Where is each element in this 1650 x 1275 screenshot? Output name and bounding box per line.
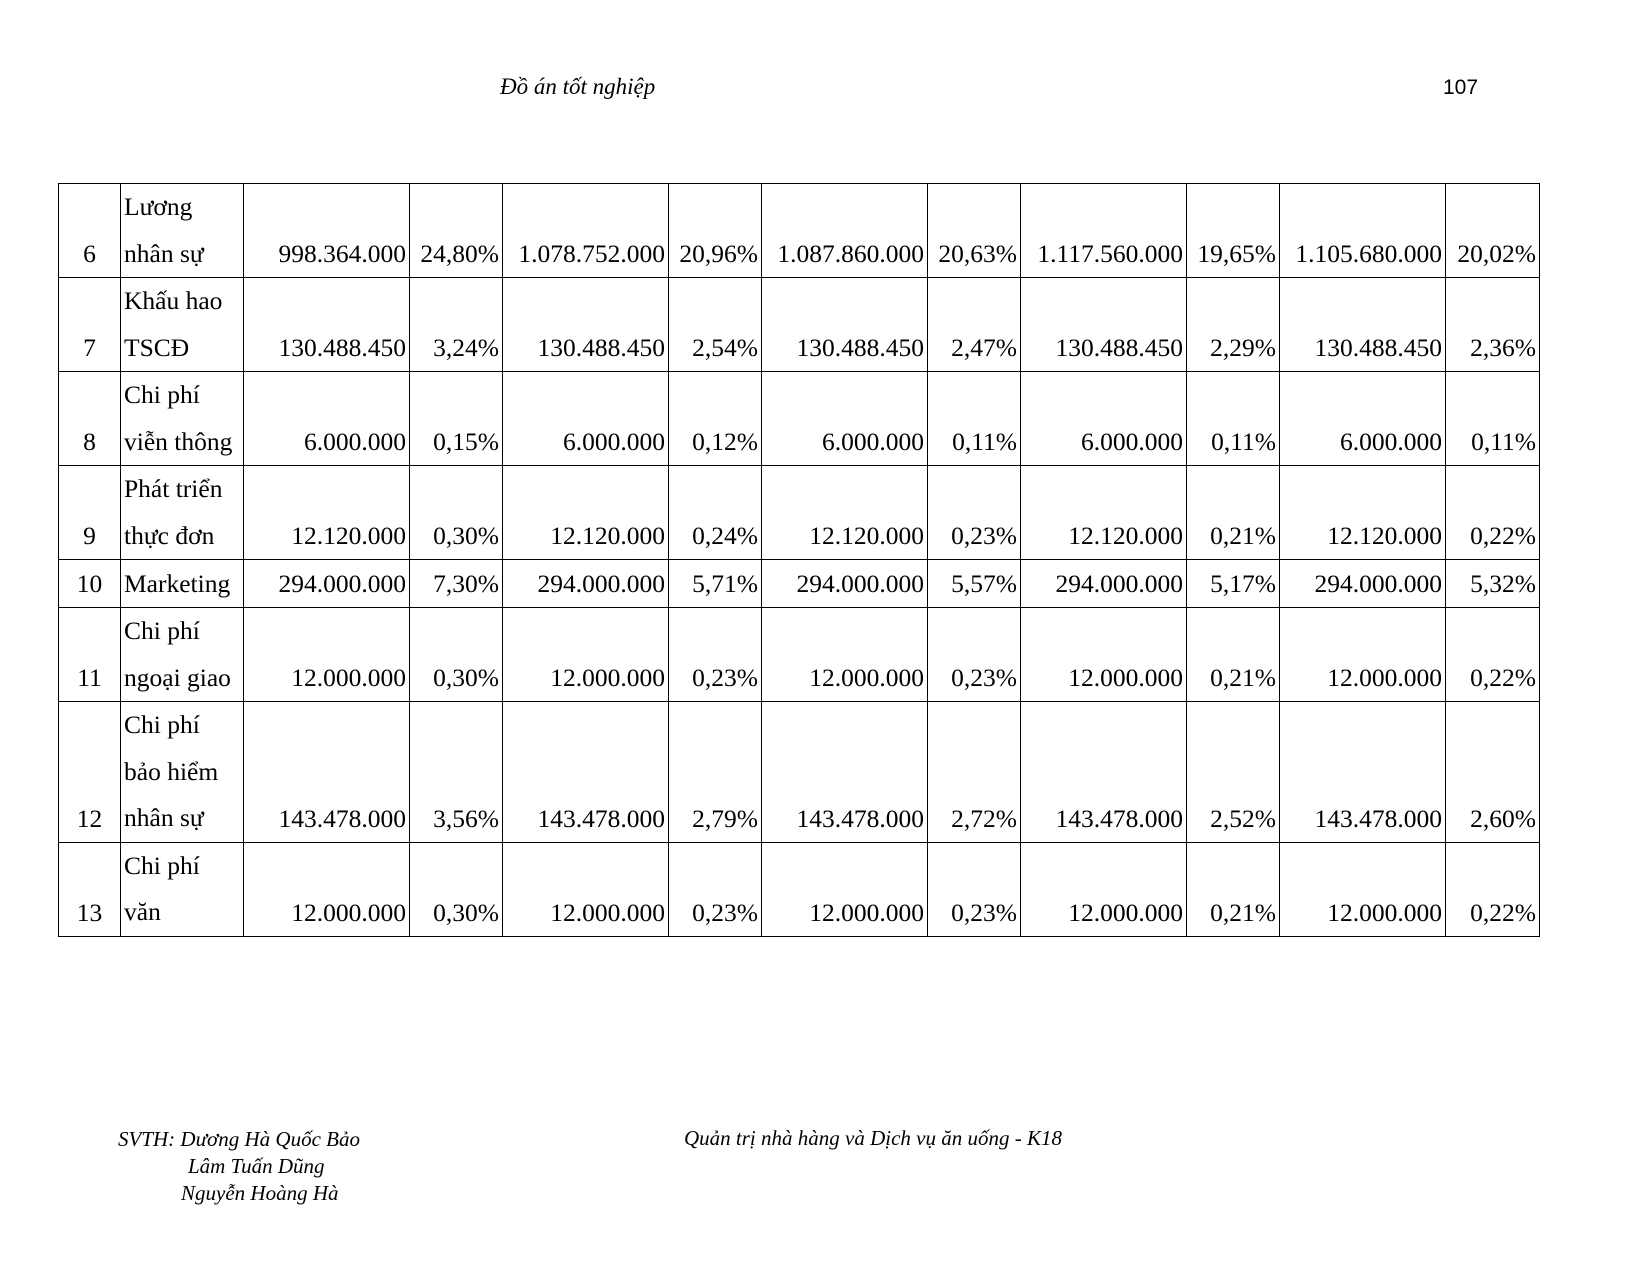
year-5-percent: 0,11%	[1446, 372, 1540, 466]
year-3-percent: 0,23%	[928, 842, 1021, 936]
footer-course: Quản trị nhà hàng và Dịch vụ ăn uống - K18	[684, 1126, 1062, 1150]
year-1-amount: 12.120.000	[244, 466, 410, 560]
year-2-amount: 130.488.450	[503, 278, 669, 372]
year-5-percent: 0,22%	[1446, 466, 1540, 560]
year-1-percent: 3,56%	[410, 702, 503, 843]
year-5-percent: 2,60%	[1446, 702, 1540, 843]
row-number: 9	[59, 466, 121, 560]
year-4-percent: 19,65%	[1187, 184, 1280, 278]
year-3-percent: 2,72%	[928, 702, 1021, 843]
year-5-amount: 12.000.000	[1280, 608, 1446, 702]
year-4-percent: 0,21%	[1187, 608, 1280, 702]
cost-item-name: Chi phí văn	[121, 842, 244, 936]
year-3-amount: 6.000.000	[762, 372, 928, 466]
year-1-percent: 24,80%	[410, 184, 503, 278]
cost-item-name: Phát triển thực đơn	[121, 466, 244, 560]
year-2-percent: 5,71%	[669, 560, 762, 608]
year-4-amount: 143.478.000	[1021, 702, 1187, 843]
cost-item-name: Marketing	[121, 560, 244, 608]
year-1-amount: 998.364.000	[244, 184, 410, 278]
year-1-amount: 130.488.450	[244, 278, 410, 372]
year-2-amount: 6.000.000	[503, 372, 669, 466]
table-body	[59, 184, 1540, 937]
year-4-percent: 2,29%	[1187, 278, 1280, 372]
year-1-percent: 0,30%	[410, 466, 503, 560]
year-3-amount: 294.000.000	[762, 560, 928, 608]
year-5-percent: 0,22%	[1446, 608, 1540, 702]
row-number: 6	[59, 184, 121, 278]
cost-item-name: Chi phí bảo hiểm nhân sự	[121, 702, 244, 843]
row-number: 10	[59, 560, 121, 608]
year-2-amount: 12.000.000	[503, 842, 669, 936]
year-3-percent: 20,63%	[928, 184, 1021, 278]
year-2-percent: 20,96%	[669, 184, 762, 278]
year-2-amount: 12.000.000	[503, 608, 669, 702]
table-row	[59, 608, 1540, 702]
row-number: 7	[59, 278, 121, 372]
year-2-percent: 0,24%	[669, 466, 762, 560]
year-4-percent: 0,21%	[1187, 466, 1280, 560]
year-3-amount: 1.087.860.000	[762, 184, 928, 278]
year-1-amount: 12.000.000	[244, 842, 410, 936]
year-2-amount: 1.078.752.000	[503, 184, 669, 278]
year-1-percent: 7,30%	[410, 560, 503, 608]
year-2-percent: 0,23%	[669, 608, 762, 702]
year-2-percent: 2,54%	[669, 278, 762, 372]
year-3-amount: 130.488.450	[762, 278, 928, 372]
year-2-percent: 0,23%	[669, 842, 762, 936]
row-number: 13	[59, 842, 121, 936]
footer-author-2: Lâm Tuấn Dũng	[188, 1154, 325, 1178]
year-4-amount: 6.000.000	[1021, 372, 1187, 466]
year-3-percent: 0,23%	[928, 608, 1021, 702]
cost-item-name: Lương nhân sự	[121, 184, 244, 278]
year-5-amount: 294.000.000	[1280, 560, 1446, 608]
cost-item-name: Chi phí ngoại giao	[121, 608, 244, 702]
page-number: 107	[1443, 76, 1479, 99]
table-row	[59, 278, 1540, 372]
year-5-amount: 143.478.000	[1280, 702, 1446, 843]
year-2-percent: 0,12%	[669, 372, 762, 466]
year-4-amount: 130.488.450	[1021, 278, 1187, 372]
year-4-amount: 12.120.000	[1021, 466, 1187, 560]
year-1-amount: 294.000.000	[244, 560, 410, 608]
table-row	[59, 702, 1540, 843]
year-4-amount: 12.000.000	[1021, 608, 1187, 702]
year-5-percent: 0,22%	[1446, 842, 1540, 936]
document-header-title: Đồ án tốt nghiệp	[500, 74, 656, 99]
year-3-percent: 2,47%	[928, 278, 1021, 372]
year-3-amount: 12.000.000	[762, 842, 928, 936]
year-2-amount: 12.120.000	[503, 466, 669, 560]
year-1-percent: 3,24%	[410, 278, 503, 372]
cost-table	[58, 183, 1540, 937]
cost-item-name: Khấu hao TSCĐ	[121, 278, 244, 372]
footer-author-3: Nguyễn Hoàng Hà	[181, 1181, 339, 1205]
year-5-percent: 2,36%	[1446, 278, 1540, 372]
table-row	[59, 184, 1540, 278]
year-5-amount: 12.000.000	[1280, 842, 1446, 936]
year-3-amount: 12.000.000	[762, 608, 928, 702]
year-4-percent: 5,17%	[1187, 560, 1280, 608]
year-4-percent: 2,52%	[1187, 702, 1280, 843]
table-row	[59, 372, 1540, 466]
year-5-percent: 20,02%	[1446, 184, 1540, 278]
table-row	[59, 560, 1540, 608]
year-3-percent: 0,11%	[928, 372, 1021, 466]
year-2-percent: 2,79%	[669, 702, 762, 843]
year-1-amount: 6.000.000	[244, 372, 410, 466]
year-3-percent: 0,23%	[928, 466, 1021, 560]
year-5-amount: 6.000.000	[1280, 372, 1446, 466]
footer-svth: SVTH: Dương Hà Quốc Bảo	[118, 1127, 360, 1151]
year-2-amount: 294.000.000	[503, 560, 669, 608]
year-4-amount: 294.000.000	[1021, 560, 1187, 608]
year-3-amount: 143.478.000	[762, 702, 928, 843]
year-1-amount: 12.000.000	[244, 608, 410, 702]
year-4-amount: 12.000.000	[1021, 842, 1187, 936]
year-5-amount: 130.488.450	[1280, 278, 1446, 372]
year-1-percent: 0,15%	[410, 372, 503, 466]
year-4-percent: 0,21%	[1187, 842, 1280, 936]
row-number: 11	[59, 608, 121, 702]
year-3-amount: 12.120.000	[762, 466, 928, 560]
row-number: 12	[59, 702, 121, 843]
year-5-amount: 12.120.000	[1280, 466, 1446, 560]
cost-item-name: Chi phí viễn thông	[121, 372, 244, 466]
year-5-amount: 1.105.680.000	[1280, 184, 1446, 278]
table-row	[59, 466, 1540, 560]
year-3-percent: 5,57%	[928, 560, 1021, 608]
table-row	[59, 842, 1540, 936]
year-2-amount: 143.478.000	[503, 702, 669, 843]
row-number: 8	[59, 372, 121, 466]
year-1-percent: 0,30%	[410, 842, 503, 936]
footer-authors	[118, 1126, 360, 1207]
year-4-percent: 0,11%	[1187, 372, 1280, 466]
year-5-percent: 5,32%	[1446, 560, 1540, 608]
year-4-amount: 1.117.560.000	[1021, 184, 1187, 278]
year-1-amount: 143.478.000	[244, 702, 410, 843]
year-1-percent: 0,30%	[410, 608, 503, 702]
